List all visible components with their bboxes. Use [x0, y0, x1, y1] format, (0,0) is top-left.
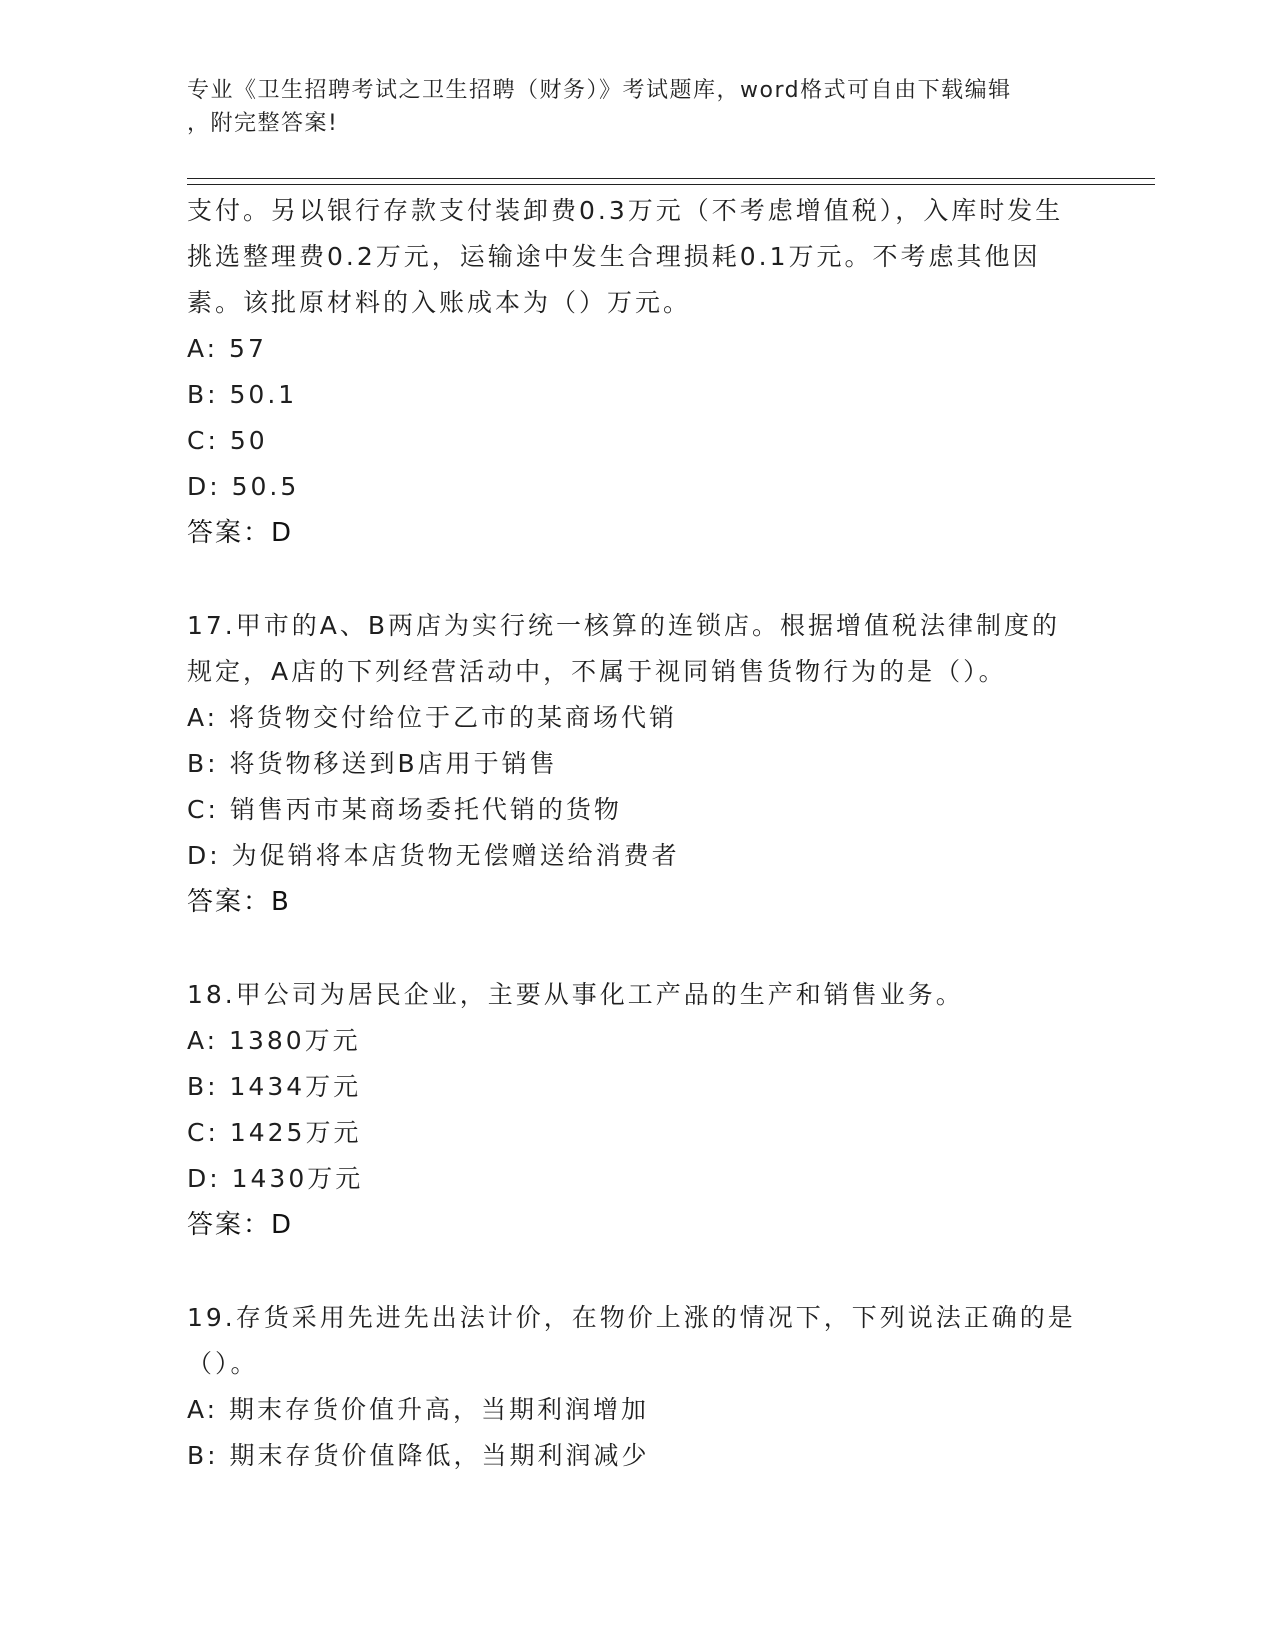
question-16-answer: 答案：D [187, 518, 294, 548]
question-18 [187, 972, 1087, 1248]
question-16-option-b: B: 50.1 [187, 380, 298, 409]
question-16-option-d: D: 50.5 [187, 472, 300, 501]
question-18-option-b: B: 1434万元 [187, 1072, 362, 1101]
question-17 [187, 603, 1087, 925]
header-line-2: ，附完整答案! [187, 111, 339, 136]
question-19-option-a: A: 期末存货价值升高，当期利润增加 [187, 1395, 650, 1424]
question-17-option-b: B: 将货物移送到B店用于销售 [187, 749, 558, 778]
question-16 [187, 188, 1087, 556]
question-19 [187, 1295, 1087, 1479]
question-list [187, 188, 1087, 1479]
question-17-option-d: D: 为促销将本店货物无偿赠送给消费者 [187, 841, 680, 870]
question-17-answer: 答案：B [187, 887, 291, 917]
question-18-option-a: A: 1380万元 [187, 1026, 361, 1055]
question-19-option-b: B: 期末存货价值降低，当期利润减少 [187, 1441, 650, 1470]
header-rule-bottom [187, 184, 1155, 185]
question-18-text: 18.甲公司为居民企业，主要从事化工产品的生产和销售业务。 [187, 980, 964, 1009]
header-line-1: 专业《卫生招聘考试之卫生招聘（财务）》考试题库，word格式可自由下载编辑 [187, 78, 1012, 103]
question-18-option-d: D: 1430万元 [187, 1164, 364, 1193]
question-16-option-a: A: 57 [187, 334, 267, 363]
question-18-answer: 答案：D [187, 1210, 294, 1240]
document-header [187, 74, 1067, 140]
question-19-text: 19.存货采用先进先出法计价，在物价上涨的情况下，下列说法正确的是（）。 [187, 1303, 1076, 1378]
question-18-option-c: C: 1425万元 [187, 1118, 362, 1147]
question-17-option-c: C: 销售丙市某商场委托代销的货物 [187, 795, 622, 824]
question-17-option-a: A: 将货物交付给位于乙市的某商场代销 [187, 703, 678, 732]
question-17-text: 17.甲市的A、B两店为实行统一核算的连锁店。根据增值税法律制度的规定，A店的下列经营活动中，不属于视同销售货物行为的是（）。 [187, 611, 1061, 686]
header-rule-top [187, 178, 1155, 179]
question-16-option-c: C: 50 [187, 426, 268, 455]
question-16-text: 支付。另以银行存款支付装卸费0.3万元（不考虑增值税），入库时发生挑选整理费0.2万元，运输途中发生合理损耗0.1万元。不考虑其他因素。该批原材料的入账成本为（）万元。 [187, 196, 1064, 317]
